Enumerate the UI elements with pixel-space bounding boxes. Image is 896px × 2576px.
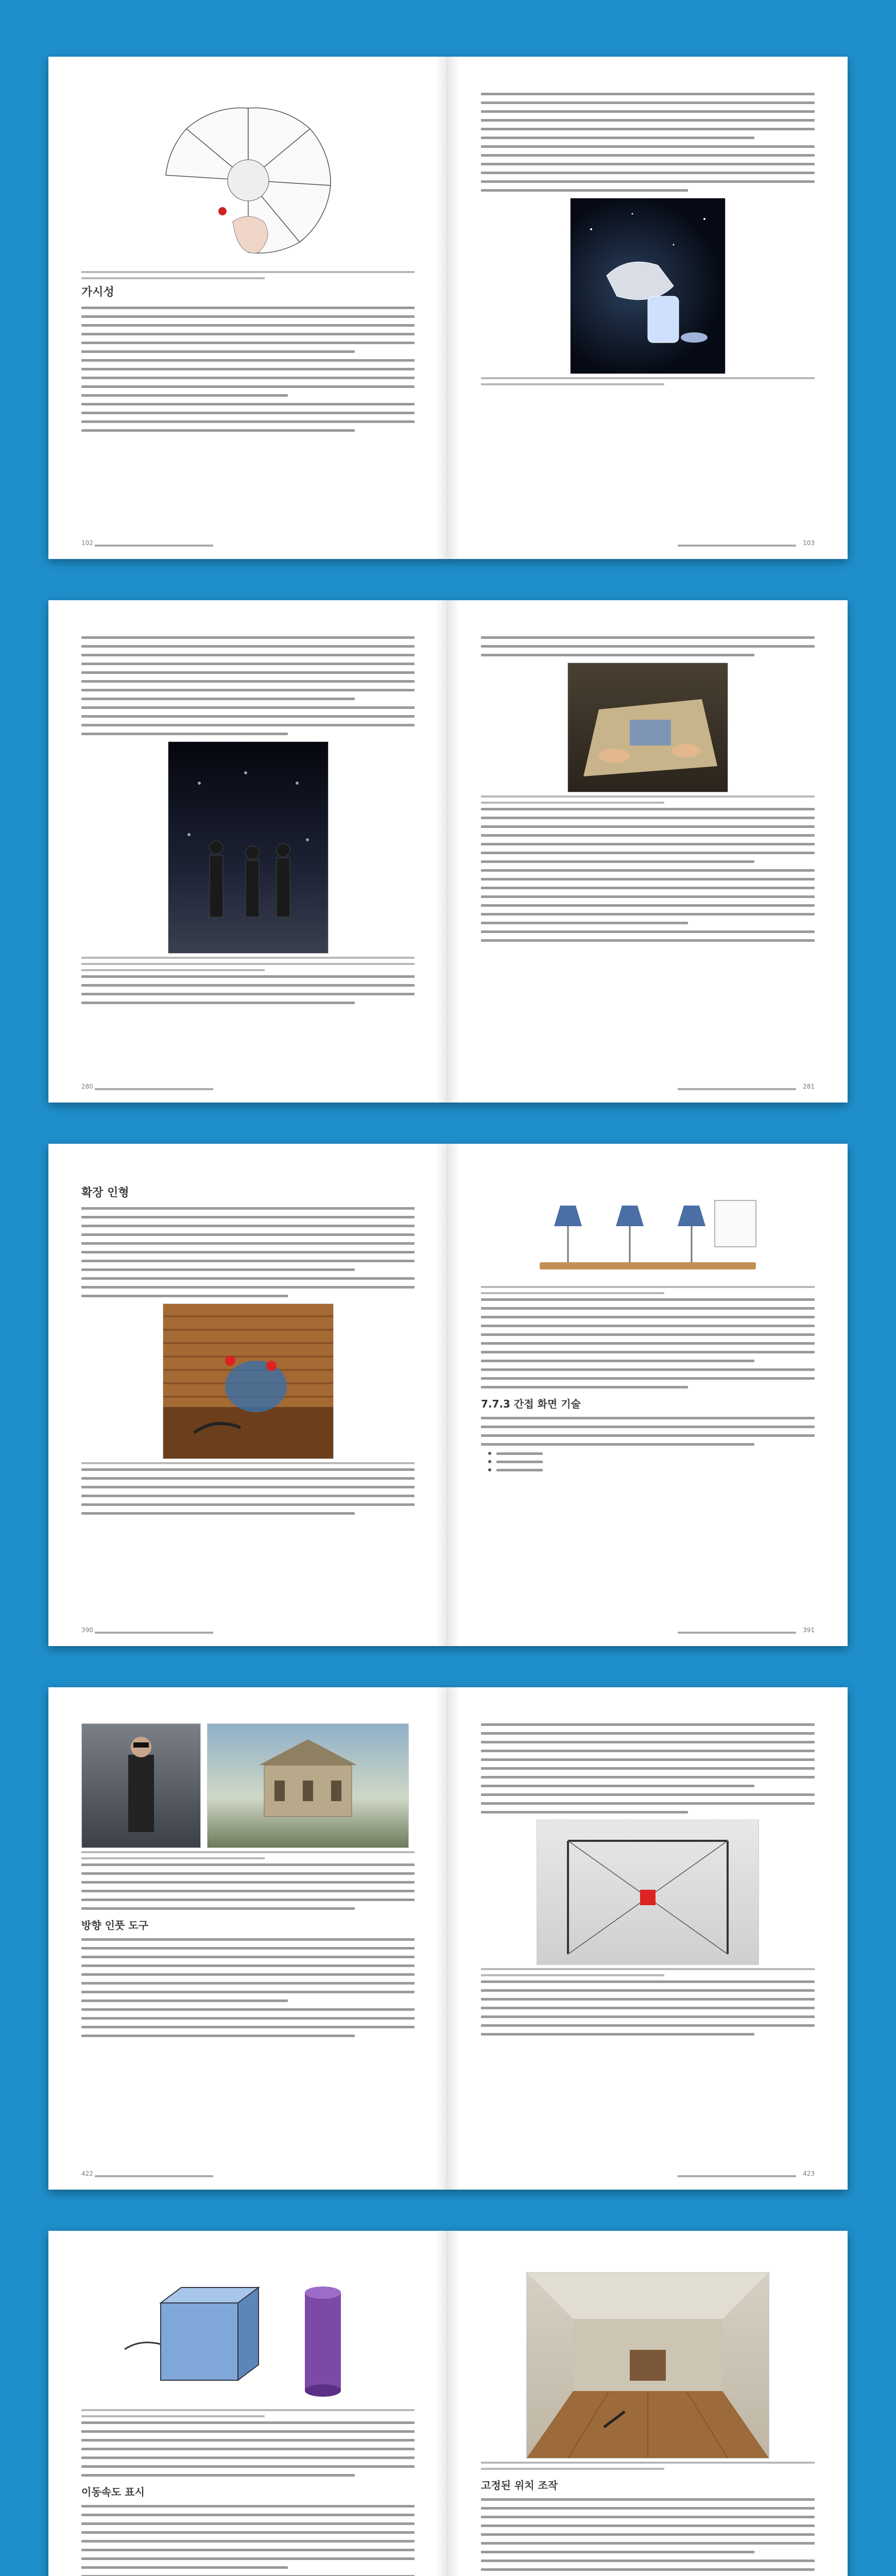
page-280 [48, 600, 448, 1103]
motion-capture-scene [168, 742, 328, 953]
vr-user-photo [82, 1724, 200, 1848]
virtual-room-scene [527, 2273, 769, 2458]
book-spread-3 [48, 1144, 848, 1646]
page-number: 423 [803, 2170, 815, 2177]
book-spread-4 [48, 1687, 848, 2190]
page-number: 102 [81, 539, 93, 547]
page-391 [448, 1144, 848, 1646]
figure-vr-hand [570, 198, 726, 374]
page-number: 281 [803, 1083, 815, 1090]
vr-hand-scene [571, 198, 725, 374]
wooden-room-scene [163, 1304, 333, 1459]
figure-desk-lamps [529, 1185, 766, 1283]
page-103 [448, 57, 848, 559]
tabletop-scene [568, 663, 728, 792]
page-number: 422 [81, 2170, 93, 2177]
section-heading: 고정된 위치 조작 [481, 2479, 558, 2492]
radial-menu-diagram [145, 98, 351, 268]
book-spread-5 [48, 2231, 848, 2576]
figure-cable-rig [537, 1820, 759, 1965]
desk-lamps-diagram [529, 1185, 766, 1283]
page-423 [448, 1687, 848, 2190]
section-heading: 확장 인형 [81, 1187, 129, 1199]
book-spread-1 [48, 57, 848, 559]
page-number: 280 [81, 1083, 93, 1090]
page-number: 390 [81, 1626, 93, 1634]
figure-vr-user [81, 1723, 201, 1848]
section-heading: 이동속도 표시 [81, 2486, 145, 2498]
virtual-building-scene [208, 1724, 408, 1848]
figure-row [81, 1723, 415, 1848]
section-heading: 가시성 [81, 286, 114, 299]
figure-wooden-room [163, 1303, 334, 1459]
figure-motion-capture-stage [168, 741, 329, 954]
cable-rig-photo [537, 1820, 759, 1964]
book-spread-2 [48, 600, 848, 1103]
figure-cube-cylinder [104, 2272, 392, 2406]
section-heading: 7.7.3 간접 화면 기술 [481, 1398, 581, 1410]
section-heading: 방향 인풋 도구 [81, 1919, 148, 1931]
cube-cylinder-diagram [104, 2272, 392, 2406]
figure-virtual-room [526, 2272, 769, 2459]
page-449 [448, 2231, 848, 2576]
page-number: 391 [803, 1626, 815, 1634]
page-281 [448, 600, 848, 1103]
figure-virtual-building [207, 1723, 409, 1848]
page-102 [48, 57, 448, 559]
page-448 [48, 2231, 448, 2576]
page-422 [48, 1687, 448, 2190]
figure-tabletop-projection [567, 663, 728, 792]
figure-radial-menu [145, 98, 351, 268]
page-390 [48, 1144, 448, 1646]
page-number: 103 [803, 539, 815, 547]
